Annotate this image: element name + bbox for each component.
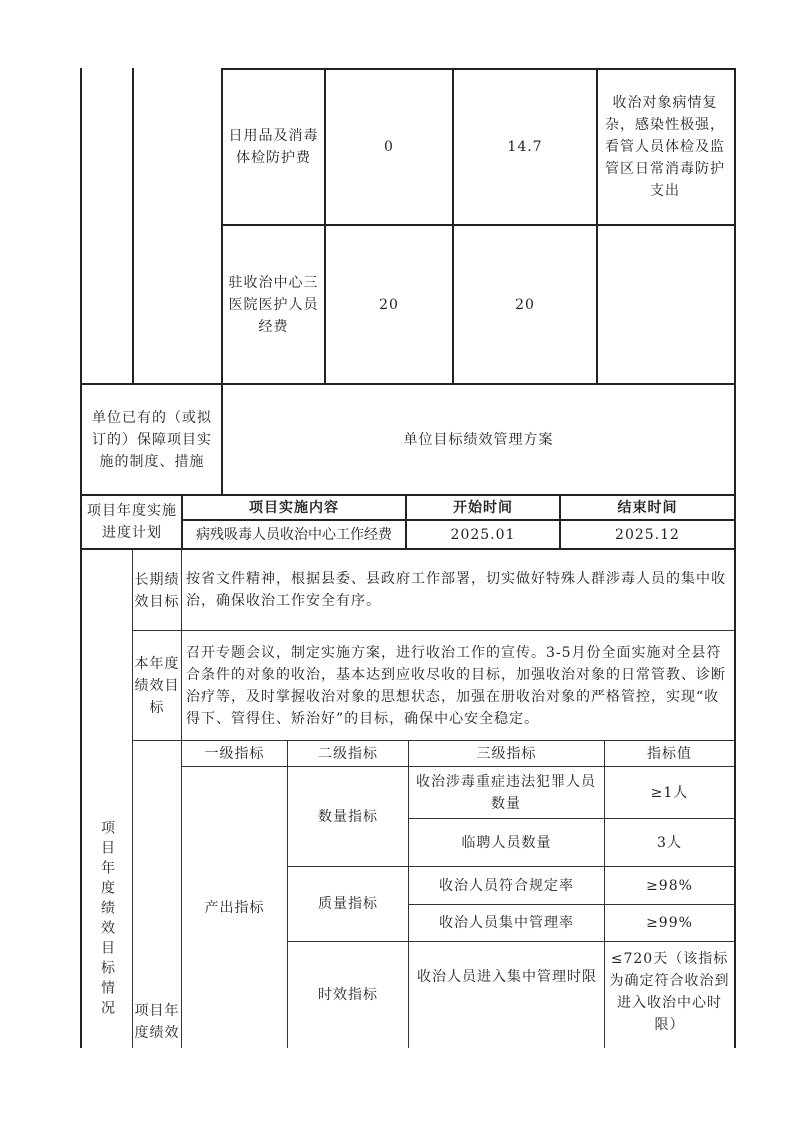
- indicator-header-l3: 三级指标: [476, 745, 537, 762]
- annual-text: 召开专题会议，制定实施方案，进行收治工作的宣传。3-5月份全面实施对全县符合条件的对象的收治，基本达到应收尽收的目标，加强收治对象的日常管教、诊断治疗等，及时掌握收治对象的思想状态，加强在册收治对象的严格管控，实现“收得下、管得住、矫治好”的目标，确保中心安全稳定。: [186, 645, 726, 727]
- rule: [596, 68, 598, 383]
- indicator-name: 临聘人员数量: [461, 834, 552, 851]
- indicator-name: 收治人员集中管理率: [439, 915, 574, 931]
- indicator-value: 3人: [657, 834, 682, 851]
- section-label: 项目年度绩效目标情况: [99, 820, 115, 1020]
- rule: [132, 630, 734, 631]
- indicator-header-l1: 一级指标: [204, 745, 265, 762]
- indicator-name: 收治人员符合规定率: [439, 877, 574, 894]
- measures-label: 单位已有的（或拟订的）保障项目实施的制度、措施: [92, 409, 212, 470]
- annual-label: 本年度绩效目标: [134, 656, 180, 716]
- indicator-name: 收治人员进入集中管理时限: [417, 969, 597, 985]
- rule: [132, 68, 134, 383]
- indicators-side-label: 项目年度绩效: [134, 1003, 180, 1041]
- expense-value: 20: [515, 296, 535, 313]
- indicator-level1: 产出指标: [204, 899, 265, 916]
- expense-value: 20: [379, 296, 399, 313]
- indicator-group: 质量指标: [318, 896, 378, 912]
- measures-value: 单位目标绩效管理方案: [403, 431, 554, 448]
- long-term-label: 长期绩效目标: [134, 572, 180, 610]
- expense-item: 日用品及消毒体检防护费: [228, 128, 319, 166]
- indicator-value: ≥98%: [646, 877, 693, 894]
- expense-note: 收治对象病情复杂，感染性极强，看管人员体检及监管区日常消毒防护支出: [605, 95, 725, 199]
- indicator-value: ≤720天（该指标为确定符合收治到进入收治中心时限）: [609, 951, 730, 1033]
- indicator-group: 数量指标: [318, 808, 378, 825]
- schedule-header-start: 开始时间: [453, 499, 513, 516]
- indicator-header-l2: 二级指标: [318, 745, 378, 762]
- expense-item: 驻收治中心三医院医护人员经费: [228, 274, 319, 335]
- schedule-header-content: 项目实施内容: [249, 499, 339, 516]
- schedule-label: 项目年度实施进度计划: [87, 503, 177, 541]
- expense-value: 0: [384, 139, 394, 155]
- indicator-name: 收治涉毒重症违法犯罪人员数量: [416, 773, 596, 812]
- indicator-group: 时效指标: [318, 987, 378, 1003]
- indicator-value: ≥99%: [646, 915, 693, 931]
- expense-note: [602, 226, 728, 383]
- indicator-value: ≥1人: [650, 784, 689, 801]
- schedule-end: 2025.12: [615, 526, 680, 543]
- rule: [132, 548, 133, 1048]
- schedule-start: 2025.01: [450, 526, 516, 543]
- rule: [734, 68, 736, 1048]
- schedule-content: 病残吸毒人员收治中心工作经费: [196, 526, 392, 543]
- indicator-header-value: 指标值: [647, 745, 692, 762]
- expense-value: 14.7: [507, 139, 543, 155]
- long-term-text: 按省文件精神，根据县委、县政府工作部署，切实做好特殊人群涉毒人员的集中收治，确保收治工作安全有序。: [186, 571, 726, 609]
- schedule-header-end: 结束时间: [617, 499, 678, 516]
